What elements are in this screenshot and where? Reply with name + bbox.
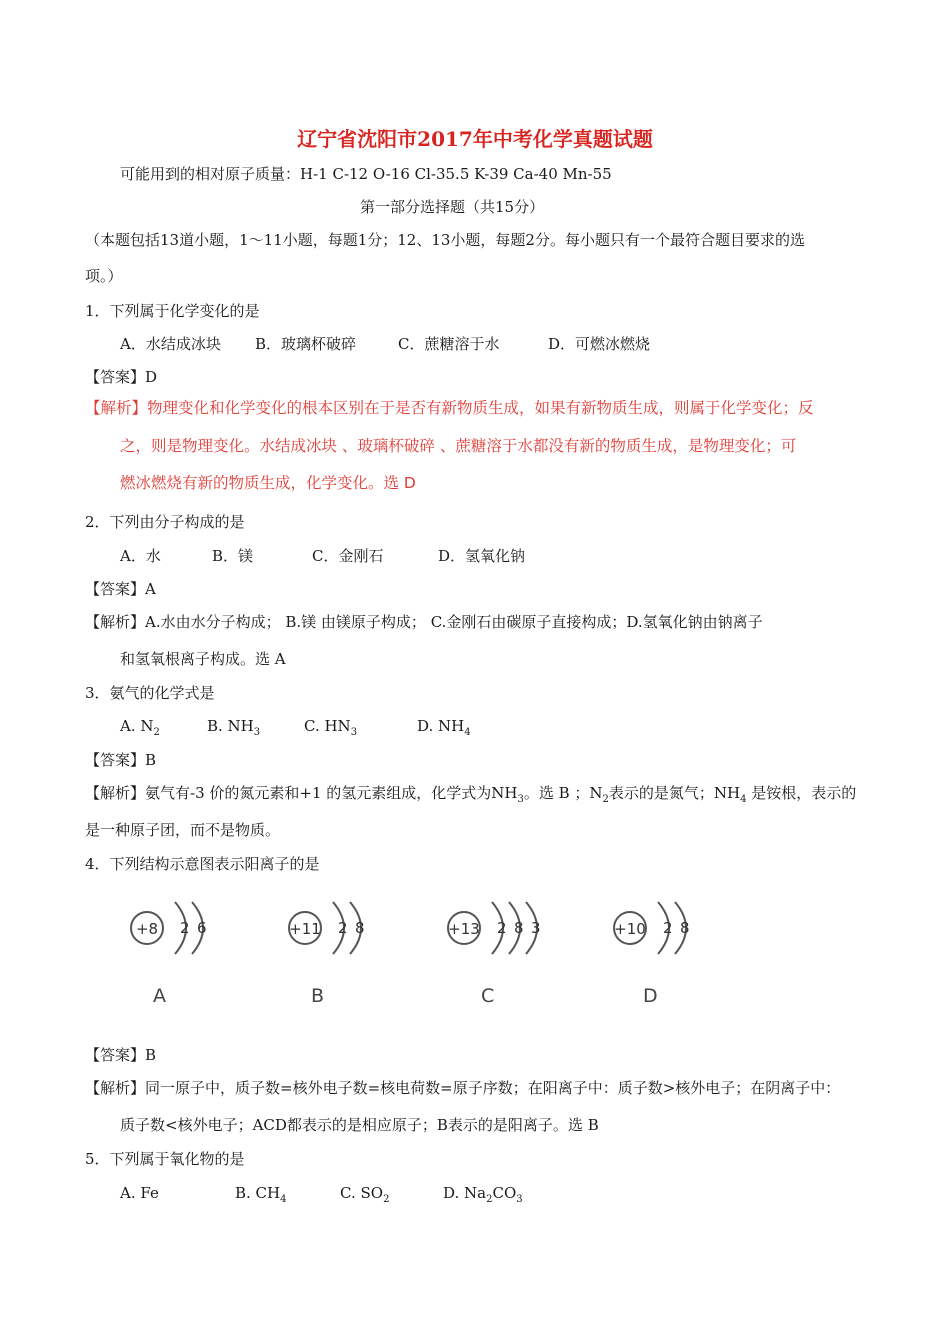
- ion-diagram-b: [283, 888, 387, 972]
- page-title: 辽宁省沈阳市2017年中考化学真题试题: [297, 127, 653, 151]
- q2-stem: 2．下列由分子构成的是: [85, 513, 245, 531]
- q4-answer: 【答案】B: [85, 1046, 157, 1064]
- q3-option-d: D. $NH_4$: [417, 717, 471, 738]
- q3-analysis-line-2: 是一种原子团，而不是物质。: [85, 821, 281, 839]
- q1-options: [120, 334, 650, 354]
- diagram-label-b: B: [311, 985, 325, 1007]
- ion-diagram-a: [125, 888, 229, 972]
- q5-option-b: B. $CH_4$: [235, 1184, 287, 1205]
- q1-option-d: D．可燃冰燃烧: [548, 335, 651, 353]
- electron-count: 8: [680, 919, 690, 937]
- q5-option-a: A. Fe: [120, 1184, 159, 1202]
- atomic-mass-line: 可能用到的相对原子质量：H-1 C-12 O-16 Cl-35.5 K-39 Ca-40 Mn-55: [120, 165, 612, 183]
- q1-option-c: C．蔗糖溶于水: [398, 335, 500, 353]
- electron-count: 2: [663, 919, 673, 937]
- electron-count: 8: [355, 919, 365, 937]
- q3-option-c: C. $HN_3$: [304, 717, 358, 738]
- structure-diagram-svg: [283, 888, 387, 972]
- electron-count: 2: [497, 919, 507, 937]
- diagram-label-d: D: [643, 985, 658, 1007]
- structure-diagram-svg: [608, 888, 712, 972]
- diagram-label-c: C: [481, 985, 495, 1007]
- q2-option-a: A．水: [120, 547, 161, 565]
- q3-analysis-line-1: 【解析】氨气有-3 价的氮元素和+1 的氢元素组成，化学式为$NH_3$。选 B ；$N_2$表示的是氮气；$NH_4$ 是铵根，表示的: [85, 784, 857, 805]
- q3-option-a: A. $N_2$: [120, 717, 160, 738]
- q2-analysis-line-1: 【解析】A.水由水分子构成； B.镁 由镁原子构成； C.金刚石由碳原子直接构成；D.氢氧化钠由钠离子: [85, 613, 763, 631]
- q2-answer: 【答案】A: [85, 580, 156, 598]
- instructions-line-2: 项。）: [85, 267, 123, 285]
- electron-count: 6: [197, 919, 207, 937]
- q3-answer: 【答案】B: [85, 751, 157, 769]
- ion-diagram-c: [442, 888, 568, 972]
- q2-option-c: C．金刚石: [312, 547, 384, 565]
- q2-option-d: D．氢氧化钠: [438, 547, 526, 565]
- q4-analysis-line-2: 质子数<核外电子；ACD都表示的是相应原子；B表示的是阳离子。选 B: [120, 1116, 599, 1134]
- ion-diagram-d: [608, 888, 712, 972]
- q5-options: [120, 1183, 523, 1203]
- structure-diagram-svg: [442, 888, 568, 972]
- q1-option-b: B．玻璃杯破碎: [255, 335, 357, 353]
- q1-answer: 【答案】D: [85, 368, 158, 386]
- q1-analysis-line-3: 燃冰燃烧有新的物质生成，化学变化。选 D: [120, 474, 416, 492]
- q1-analysis-line-2: 之，则是物理变化。水结成冰块 、玻璃杯破碎 、蔗糖溶于水都没有新的物质生成，是物理变化；可: [120, 437, 797, 455]
- nucleus-charge: +13: [448, 920, 480, 938]
- nucleus-charge: +8: [135, 920, 159, 938]
- q5-option-c: C. $SO_2$: [340, 1184, 390, 1205]
- electron-count: 2: [180, 919, 190, 937]
- q2-option-b: B．镁: [212, 547, 254, 565]
- q4-stem: 4．下列结构示意图表示阳离子的是: [85, 855, 320, 873]
- diagram-label-a: A: [153, 985, 166, 1007]
- q1-analysis-line-1: 【解析】物理变化和化学变化的根本区别在于是否有新物质生成，如果有新物质生成，则属于化学变化；反: [85, 399, 814, 417]
- q1-stem: 1．下列属于化学变化的是: [85, 302, 260, 320]
- electron-count: 8: [514, 919, 524, 937]
- q4-analysis-line-1: 【解析】同一原子中，质子数=核外电子数=核电荷数=原子序数；在阳离子中：质子数>核外电子；在阴离子中：: [85, 1079, 841, 1097]
- electron-count: 3: [531, 919, 541, 937]
- electron-count: 2: [338, 919, 348, 937]
- instructions-line-1: （本题包括13道小题，1～11小题，每题1分；12、13小题，每题2分。每小题只有一个最符合题目要求的选: [85, 231, 805, 249]
- q2-options: [120, 546, 525, 566]
- nucleus-charge: +10: [614, 920, 646, 938]
- section-title: 第一部分选择题（共15分）: [360, 198, 545, 216]
- q3-stem: 3．氨气的化学式是: [85, 684, 215, 702]
- structure-diagram-svg: [125, 888, 229, 972]
- nucleus-charge: +11: [289, 920, 321, 938]
- q2-analysis-line-2: 和氢氧根离子构成。选 A: [120, 650, 286, 668]
- q3-options: [120, 716, 471, 736]
- q5-stem: 5．下列属于氧化物的是: [85, 1150, 245, 1168]
- q1-option-a: A．水结成冰块: [120, 335, 221, 353]
- q5-option-d: D. $Na_2CO_3$: [443, 1184, 523, 1205]
- q3-option-b: B. $NH_3$: [207, 717, 261, 738]
